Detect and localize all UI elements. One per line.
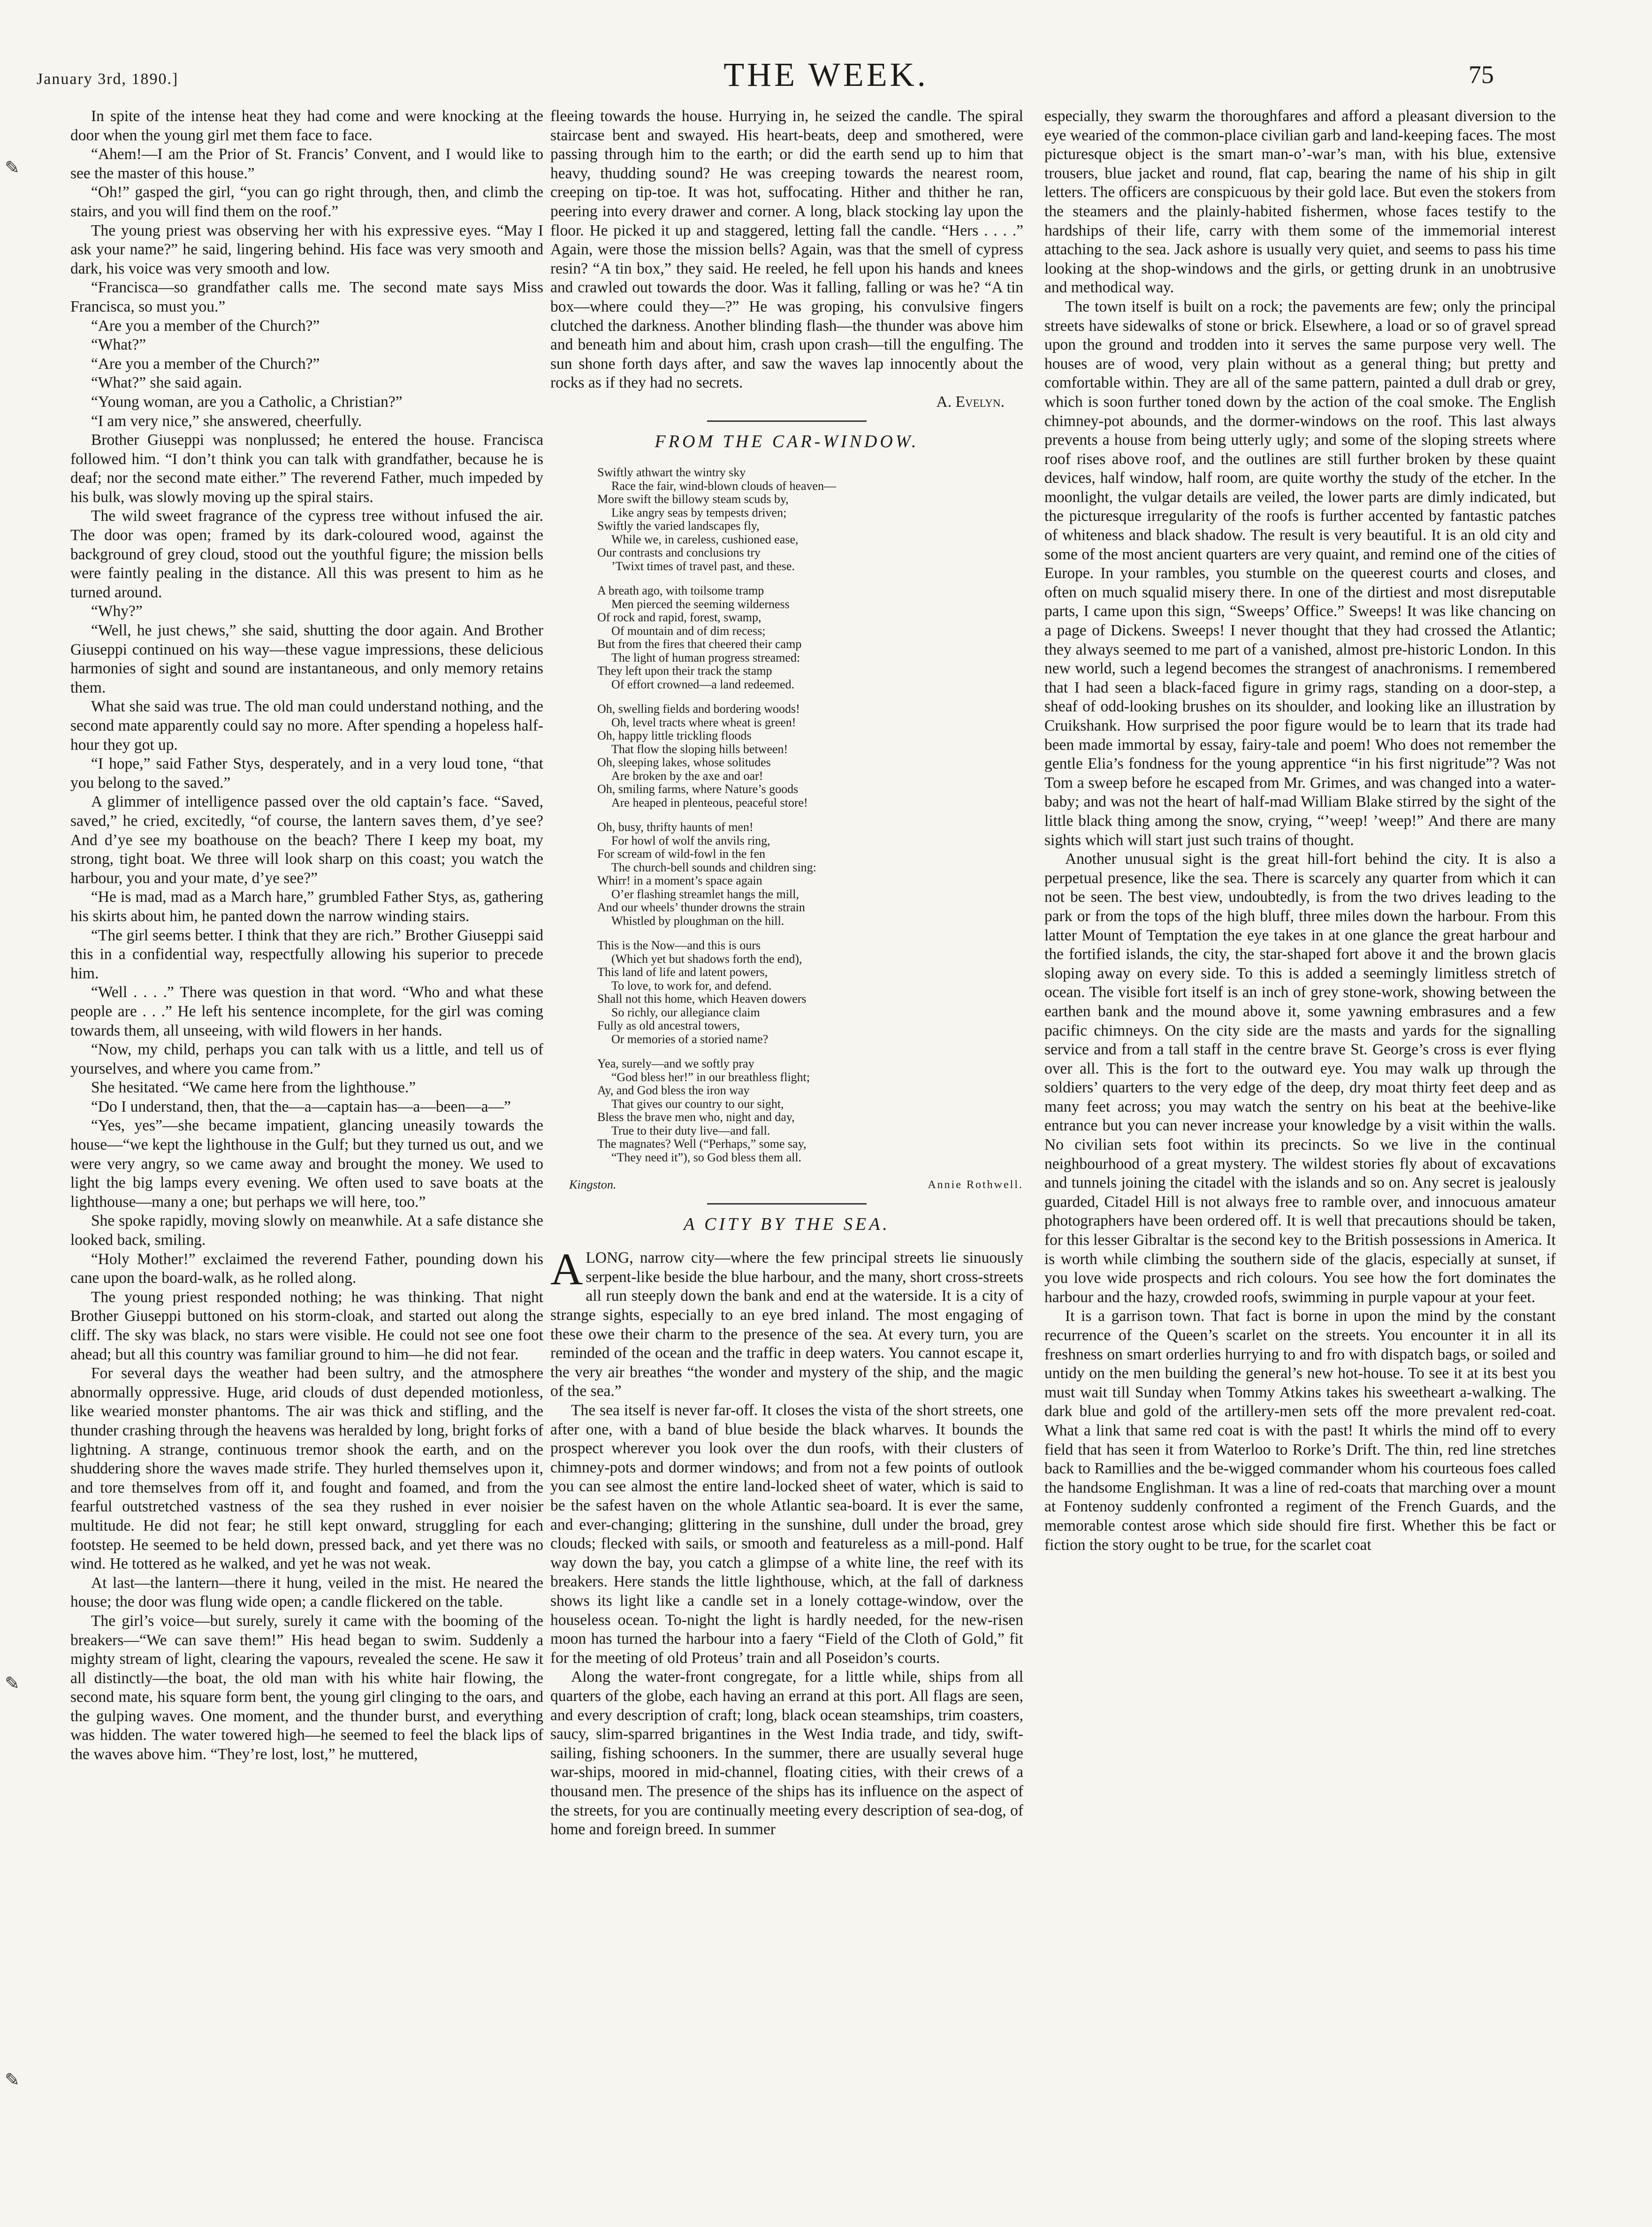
poem-line: Shall not this home, which Heaven dowers xyxy=(597,992,807,1006)
poem-line: “They need it”), so God bless them all. xyxy=(611,1150,802,1164)
margin-mark: ✎ xyxy=(5,1674,20,1693)
essay-paragraph: Along the water-front congregate, for a little while, ships from all quarters of the globe, each having an errand at this port. All flags are seen, and every description of craft; long, black ocean steamships, trim coasters, saucy, slim-sparred brigantines in the West India trade, and tidy, swift-sailing, fishing schooners. In the summer, there are usually several huge war-ships, moored in mid-channel, floating cities, with their crews of a thousand men. The presence of the ships has its influence on the aspect of the streets, for you are continually meeting every description of sea-dog, of home and foreign breed. In summer xyxy=(550,1668,1023,1838)
poem-line: Swiftly athwart the wintry sky xyxy=(597,465,746,480)
paragraph: “He is mad, mad as a March hare,” grumbled Father Stys, as, gathering his skirts about him, he panted down the narrow winding stairs. xyxy=(70,888,543,925)
poem-line: The church-bell sounds and children sing: xyxy=(611,860,816,874)
poem-title: FROM THE CAR-WINDOW. xyxy=(655,431,919,451)
paragraph: “Holy Mother!” exclaimed the reverend Father, pounding down his cane upon the board-walk, as he rolled along. xyxy=(70,1250,543,1287)
paragraph: It is a garrison town. That fact is borne in upon the mind by the constant recurrence of the Queen’s scarlet on the streets. You encounter it in all its freshness on smart orderlies hurrying to and fro with dispatch bags, or soiled and untidy on the men building the general’s new hot-house. To see it at its best you must wait till Sunday when Tommy Atkins takes his sweetheart a-walking. The dark blue and gold of the artillery-men sets off the more prevalent red-coat. What a link that same red coat is with the past! It whirls the mind off to every field that has seen it from Waterloo to Rorke’s Drift. The thin, red line stretches back to Ramillies and the be-wigged commander whom his courteous foes called the handsome Englishman. It was a line of red-coats that marching over a mount at Fontenoy suddenly confronted a regiment of the French Guards, and the memorable contest arose which side should fire first. Whether this be fact or fiction the story ought to be true, for the scarlet coat xyxy=(1044,1307,1556,1554)
paragraph: “Do I understand, then, that the—a—captain has—a—been—a—” xyxy=(91,1098,511,1115)
poem-line: So richly, our allegiance claim xyxy=(611,1005,760,1019)
poem-line: Oh, happy little trickling floods xyxy=(597,729,752,743)
poem-line: The light of human progress streamed: xyxy=(611,650,800,664)
essay-title: A CITY BY THE SEA. xyxy=(684,1214,890,1234)
poem-line: Are heaped in plenteous, peaceful store! xyxy=(611,795,808,809)
essay-body xyxy=(550,1244,1023,1839)
masthead-title: THE WEEK. xyxy=(723,56,929,93)
paragraph: The town itself is built on a rock; the pavements are few; only the principal streets have sidewalks of stone or brick. Elsewhere, a load or so of gravel spread upon the ground and trodden into it serves the same purpose very well. The houses are of wood, very plain without as a general thing; but pretty and comfortable within. They are all of the same pattern, painted a dull drab or grey, which is soon further toned down by the action of the coal smoke. The English chimney-pot abounds, and the dormer-windows on the roof. This last always prevents a house from being utterly ugly; and some of the sloping streets where roof rises above roof, and the outlines are still further broken by these quaint devices, half window, half room, are quite worthy the study of the etcher. In the moonlight, the vulgar details are veiled, the lower parts are dimly indicated, but the picturesque irregularity of the roofs is further accented by fantastic patches of whiteness and black shadow. The result is very beautiful. It is an old city and some of the most ancient quarters are very quaint, and remind one of the cities of Europe. In your rambles, you stumble on the queerest courts and closes, and often on much squalid misery there. In one of the dirtiest and most disreputable parts, I came upon this sign, “Sweeps’ Office.” Sweeps! It was like chancing on a page of Dickens. Sweeps! I never thought that they had crossed the Atlantic; they always seemed to me part of a vanished, almost pre-historic London. In this new world, such a legend becomes the strangest of anachronisms. I remembered that I had seen a black-faced figure in grimy rags, standing on a door-step, a sheaf of odd-looking brushes on its shoulder, and looking like an illustration by Cruikshank. How surprised the poor figure would be to learn that its trade had been made immortal by essay, fairy-tale and poem! Who does not remember the gentle Elia’s fondness for the young apprentice “in his first nigritude”? Was not Tom a sweep before he escaped from Mr. Grimes, and was changed into a water-baby; and was not the heart of half-mad William Blake stirred by the sight of the little black thing among the snow, crying, “’weep! ’weep!” And there are many sights which will start just such trains of thought. xyxy=(1044,297,1556,849)
paragraph: What she said was true. The old man could understand nothing, and the second mate apparently could say no more. After spending a hopeless half-hour they got up. xyxy=(70,698,543,754)
poem-line: Of rock and rapid, forest, swamp, xyxy=(597,610,761,625)
paragraph: Another unusual sight is the great hill-fort behind the city. It is also a perpetual presence, like the sea. There is scarcely any quarter from which it can not be seen. The best view, undoubtedly, is from the two drives leading to the park or from the tops of the high bluff, three miles down the harbour. From this latter Mount of Temptation the eye takes in at one glance the great harbour and the fortified islands, the city, the star-shaped fort above it and the brown glacis sloping away on every side. To this is added a seemingly limitless stretch of ocean. The visible fort itself is an inch of grey stone-work, showing between the earthen bank and the mound above it, some yawning embrasures and a few pacific chimneys. On the city side are the masts and yards for the signalling service and from a tall staff in the centre brave St. George’s cross is ever flying over all. This is the fort to the outward eye. You may walk up through the soldiers’ quarters to the very edge of the deep, dry moat thirty feet deep and as many feet across; you may watch the sentry on his beat at the beehive-like entrance but you can never increase your knowledge by a visit within the walls. No civilian sets foot within its precincts. So we live in the continual neighbourhood of a great mystery. The wildest stories fly about of excavations and tunnels joining the citadel with the islands and so on. Any secret is jealously guarded, Citadel Hill is not always free to ramble over, and innocuous amateur photographers have been ordered off. It is well that precautions should be taken, for this lesser Gibraltar is the second key to the British possessions in America. It is worth while climbing the southern side of the glacis, especially at sunset, if you love wide prospects and rich colours. You see how the fort dominates the harbour and the hazy, crowded roofs, swimming in purple vapour at your feet. xyxy=(1044,850,1556,1306)
paragraph: “What?” xyxy=(91,336,146,354)
divider xyxy=(707,1203,867,1205)
paragraph: She hesitated. “We came here from the lighthouse.” xyxy=(91,1079,416,1097)
paragraph: Brother Giuseppi was nonplussed; he entered the house. Francisca followed him. “I don’t think you can talk with grandfather, because he is deaf; nor the second mate either.” The reverend Father, much impeded by his bulk, was slowly moving up the spiral stairs. xyxy=(70,431,543,506)
paragraph: The wild sweet fragrance of the cypress tree without infused the air. The door was open; framed by its dark-coloured wood, against the background of grey cloud, stood out the youthful figure; the mission bells were faintly pealing in the distance. All this was present to him as he turned around. xyxy=(70,507,543,601)
poem-line: They left upon their track the stamp xyxy=(597,664,772,678)
essay-opening-text: LONG, narrow city—where the few principal streets lie sinuously serpent-like beside the blue harbour, and the many, short cross-streets all run steeply down the bank and end at the waterside. It is a city of strange sights, especially to an eye bred inland. The most engaging of these owe their charm to the presence of the sea. At every turn, you are reminded of the ocean and the traffic in deep waters. You cannot escape it, the very air breathes “the wonder and mystery of the ship, and the magic of the sea.” xyxy=(550,1249,1023,1400)
poem-line: Oh, sleeping lakes, whose solitudes xyxy=(597,755,771,770)
poem-author: Annie Rothwell. xyxy=(928,1179,1023,1191)
poem-line: Ay, and God bless the iron way xyxy=(597,1083,750,1098)
poem-line: For scream of wild-fowl in the fen xyxy=(597,847,766,861)
poem-line: (Which yet but shadows forth the end), xyxy=(611,952,802,966)
poem-line: Swiftly the varied landscapes fly, xyxy=(597,519,760,533)
column-essay-continued xyxy=(1044,107,1556,1555)
poem-line: Oh, smiling farms, where Nature’s goods xyxy=(597,782,799,796)
paragraph: In spite of the intense heat they had come and were knocking at the door when the young girl met them face to face. xyxy=(70,107,543,144)
poem-body xyxy=(550,466,1023,1164)
poem-stanza xyxy=(597,584,1023,691)
poem-line: O’er flashing streamlet hangs the mill, xyxy=(611,887,799,901)
poem-line: Oh, swelling fields and bordering woods! xyxy=(597,702,800,716)
poem-line: For howl of wolf the anvils ring, xyxy=(611,833,770,847)
poem-line: Our contrasts and conclusions try xyxy=(597,546,761,560)
essay-paragraph xyxy=(550,1244,1023,1401)
poem-line: Whistled by ploughman on the hill. xyxy=(611,914,784,928)
paragraph: The young priest was observing her with his expressive eyes. “May I ask your name?” he said, lingering behind. His face was very smooth and dark, his voice was very smooth and low. xyxy=(70,221,543,277)
story-author: A. Evelyn. xyxy=(936,393,1005,411)
paragraph: The young priest responded nothing; he was thinking. That night Brother Giuseppi buttoned on his storm-cloak, and started out along the cliff. The sky was black, no stars were visible. He could not see one foot ahead; but all this country was familiar ground to him—he did not fear. xyxy=(70,1288,543,1363)
column-middle xyxy=(550,107,1023,1839)
paragraph: “Why?” xyxy=(91,603,143,620)
poem-line: Yea, surely—and we softly pray xyxy=(597,1057,754,1071)
poem-line: “God bless her!” in our breathless flight; xyxy=(611,1070,810,1084)
essay-paragraph: The sea itself is never far-off. It closes the vista of the short streets, one after one, with a band of blue beside the black wharves. It bounds the prospect wherever you look over the dun roofs, with their clusters of chimney-pots and dormer windows; and from not a few points of outlook you can see almost the entire land-locked sheet of water, which is said to be the safest haven on the whole Atlantic sea-board. It is ever the same, and ever-changing; glittering in the sunshine, dull under the broad, grey clouds; flecked with sails, or smooth and featureless as a mill-pond. Half way down the bay, you catch a glimpse of a white line, the reef with its breakers. Here stands the little lighthouse, which, at the fall of darkness shows its light like a candle set in a lonely cottage-window, over the houseless ocean. To-night the light is hardly needed, for the new-risen moon has turned the harbour into a faery “Field of the Cloth of Gold,” fit for the meeting of old Proteus’ train and all Poseidon’s courts. xyxy=(550,1402,1023,1667)
poem-signature xyxy=(569,1175,1023,1195)
poem-line: But from the fires that cheered their camp xyxy=(597,637,802,651)
poem-line: Are broken by the axe and oar! xyxy=(611,769,763,783)
paragraph: “Yes, yes”—she became impatient, glancing uneasily towards the house—“we kept the lighthouse in the Gulf; but they turned us out, and we were very angry, so we came away and brought the money. We used to light the big lamps every evening. We often used to save boats at the lighthouse—many a one; but perhaps we will here, too.” xyxy=(70,1117,543,1211)
issue-date: January 3rd, 1890.] xyxy=(37,70,179,88)
paragraph: especially, they swarm the thoroughfares and afford a pleasant diversion to the eye wearied of the common-place civilian garb and land-keeping faces. The most picturesque object is the smart man-o’-war’s man, with his blue, extensive trousers, blue jacket and round, flat cap, bearing the name of his ship in gilt letters. The officers are conspicuous by their gold lace. But even the stokers from the steamers and the plainly-habited fishermen, whose faces testify to the hardships of their life, carry with them some of the immemorial interest attaching to the sea. Jack ashore is usually very quiet, and seems to pass his time looking at the shop-windows and the girls, or getting drunk in an unobtrusive and methodical way. xyxy=(1044,107,1556,297)
poem-line: And our wheels’ thunder drowns the strain xyxy=(597,900,805,915)
paragraph: “Are you a member of the Church?” xyxy=(91,355,320,373)
paragraph: “Are you a member of the Church?” xyxy=(91,317,320,335)
paragraph: “I hope,” said Father Stys, desperately, and in a very loud tone, “that you belong to the saved.” xyxy=(70,755,543,792)
poem-line: This land of life and latent powers, xyxy=(597,965,768,979)
poem-line: This is the Now—and this is ours xyxy=(597,938,761,953)
poem-line: Fully as old ancestral towers, xyxy=(597,1019,740,1033)
poem-line: More swift the billowy steam scuds by, xyxy=(597,492,789,506)
paragraph: “Ahem!—I am the Prior of St. Francis’ Convent, and I would like to see the master of this house.” xyxy=(70,145,543,182)
poem-stanza xyxy=(597,821,1023,928)
paragraph: “Oh!” gasped the girl, “you can go right through, then, and climb the stairs, and you will find them on the roof.” xyxy=(70,183,543,220)
poem-line: Race the fair, wind-blown clouds of heaven— xyxy=(611,479,837,493)
paragraph: For several days the weather had been sultry, and the atmosphere abnormally oppressive. Huge, arid clouds of dust depended motionless, like wearied monster phantoms. The air was thick and stifling, and the thunder crashing through the heavens was heralded by long, bright forks of lightning. A strange, continuous tremor shook the earth, and on the shuddering shore the waves made strife. They hurled themselves upon it, and tore themselves from off it, and fought and foamed, and from the fearful outstretched vastness of the sea they rushed in ever noisier multitude. He did not fear; he still kept onward, struggling for each footstep. He seemed to be held down, pressed back, and yet there was no wind. He tottered as he walked, and yet he was not weak. xyxy=(70,1365,543,1573)
poem-stanza xyxy=(597,939,1023,1046)
margin-mark: ✎ xyxy=(5,2070,20,2090)
poem-stanza xyxy=(597,702,1023,809)
poem-line: Of effort crowned—a land redeemed. xyxy=(611,677,795,691)
poem-line: Bless the brave men who, night and day, xyxy=(597,1110,795,1124)
poem-line: The magnates? Well (“Perhaps,” some say, xyxy=(597,1137,807,1151)
paragraph: “Well . . . .” There was question in that word. “Who and what these people are . . .” He left his sentence incomplete, for the girl was coming towards them, all unseeing, with wild flowers in her hands. xyxy=(70,984,543,1039)
divider xyxy=(707,420,867,422)
paragraph: “Francisca—so grandfather calls me. The second mate says Miss Francisca, so must you.” xyxy=(70,279,543,315)
paragraph: “What?” she said again. xyxy=(91,374,242,392)
page-header xyxy=(0,0,1652,108)
poem-line: A breath ago, with toilsome tramp xyxy=(597,584,764,598)
paragraph: “Now, my child, perhaps you can talk with us a little, and tell us of yourselves, and where you came from.” xyxy=(70,1041,543,1077)
paragraph: A glimmer of intelligence passed over the old captain’s face. “Saved, saved,” he cried, excitedly, “of course, the lantern saves them, d’ye see? And d’ye see my boathouse on the beach? There I keep my boat, my strong, tight boat. We three will look sharp on this coast; you watch the harbour, you and your mate, d’ye see?” xyxy=(70,793,543,887)
paragraph: “I am very nice,” she answered, cheerfully. xyxy=(91,412,362,430)
poem-line: ’Twixt times of travel past, and these. xyxy=(611,559,795,573)
poem-line: Of mountain and of dim recess; xyxy=(611,624,766,638)
poem-line: Like angry seas by tempests driven; xyxy=(611,505,787,519)
poem-stanza xyxy=(597,466,1023,573)
paragraph: “The girl seems better. I think that they are rich.” Brother Giuseppi said this in a confidential way, respectfully allowing his superior to precede him. xyxy=(70,926,543,982)
paragraph: At last—the lantern—there it hung, veiled in the mist. He neared the house; the door was flung wide open; a candle flickered on the table. xyxy=(70,1574,543,1611)
paragraph: The girl’s voice—but surely, surely it came with the booming of the breakers—“We can save them!” His head began to swim. Suddenly a mighty stream of light, clearing the vapours, revealed the scene. He saw it all distinctly—the boat, the old man with his white hair flowing, the second mate, his square form bent, the young girl clinging to the oars, and the gulping waves. One moment, and the thunder burst, and everything was hidden. The water towered high—he seemed to feel the black lips of the waves above him. “They’re lost, lost,” he muttered, xyxy=(70,1612,543,1763)
paragraph: “Young woman, are you a Catholic, a Christian?” xyxy=(91,393,403,411)
poem-stanza xyxy=(597,1057,1023,1164)
poem-line: That gives our country to our sight, xyxy=(611,1097,784,1111)
poem-line: That flow the sloping hills between! xyxy=(611,742,788,756)
poem-line: Or memories of a storied name? xyxy=(611,1032,769,1046)
poem-line: Oh, busy, thrifty haunts of men! xyxy=(597,820,754,834)
paragraph: “Well, he just chews,” she said, shutting the door again. And Brother Giuseppi continued on his way—these vague impressions, these delicious harmonies of sight and sound are instantaneous, and only memory retains them. xyxy=(70,622,543,696)
story-ending: fleeing towards the house. Hurrying in, he seized the candle. The spiral staircase bent and swayed. His heart-beats, deep and smothered, were passing through him to the earth; or did the earth send up to him that heavy, thudding sound? He was creeping towards the nearest room, creeping on tip-toe. It was hot, suffocating. Hither and thither he ran, peering into every drawer and corner. A long, black stocking lay upon the floor. He picked it up and staggered, letting fall the candle. “Hers . . . .” Again, were those the mission bells? Again, was that the smell of cypress resin? “A tin box,” they said. He reeled, he fell upon his hands and knees and crawled out towards the door. Was it falling, falling or was he? “A tin box—where could they—?” He was groping, his convulsive fingers clutched the darkness. Another blinding flash—the thunder was above him and beneath him and about him, crash upon crash—till the engulfing. The sun shone forth days after, and saw the waves lap innocently about the rocks as if they had no secrets. xyxy=(550,107,1023,392)
margin-mark: ✎ xyxy=(5,158,20,178)
poem-line: Whirr! in a moment’s space again xyxy=(597,874,762,888)
paragraph: She spoke rapidly, moving slowly on meanwhile. At a safe distance she looked back, smiling. xyxy=(70,1212,543,1249)
drop-cap: A xyxy=(550,1244,583,1295)
poem-line: While we, in careless, cushioned ease, xyxy=(611,532,799,546)
poem-line: True to their duty live—and fall. xyxy=(611,1123,770,1137)
poem-line: To love, to work for, and defend. xyxy=(611,978,772,992)
poem-place: Kingston. xyxy=(569,1178,617,1192)
poem-line: Oh, level tracts where wheat is green! xyxy=(611,715,796,729)
column-story xyxy=(70,107,543,1764)
page-number: 75 xyxy=(1469,61,1494,89)
poem-line: Men pierced the seeming wilderness xyxy=(611,597,790,611)
